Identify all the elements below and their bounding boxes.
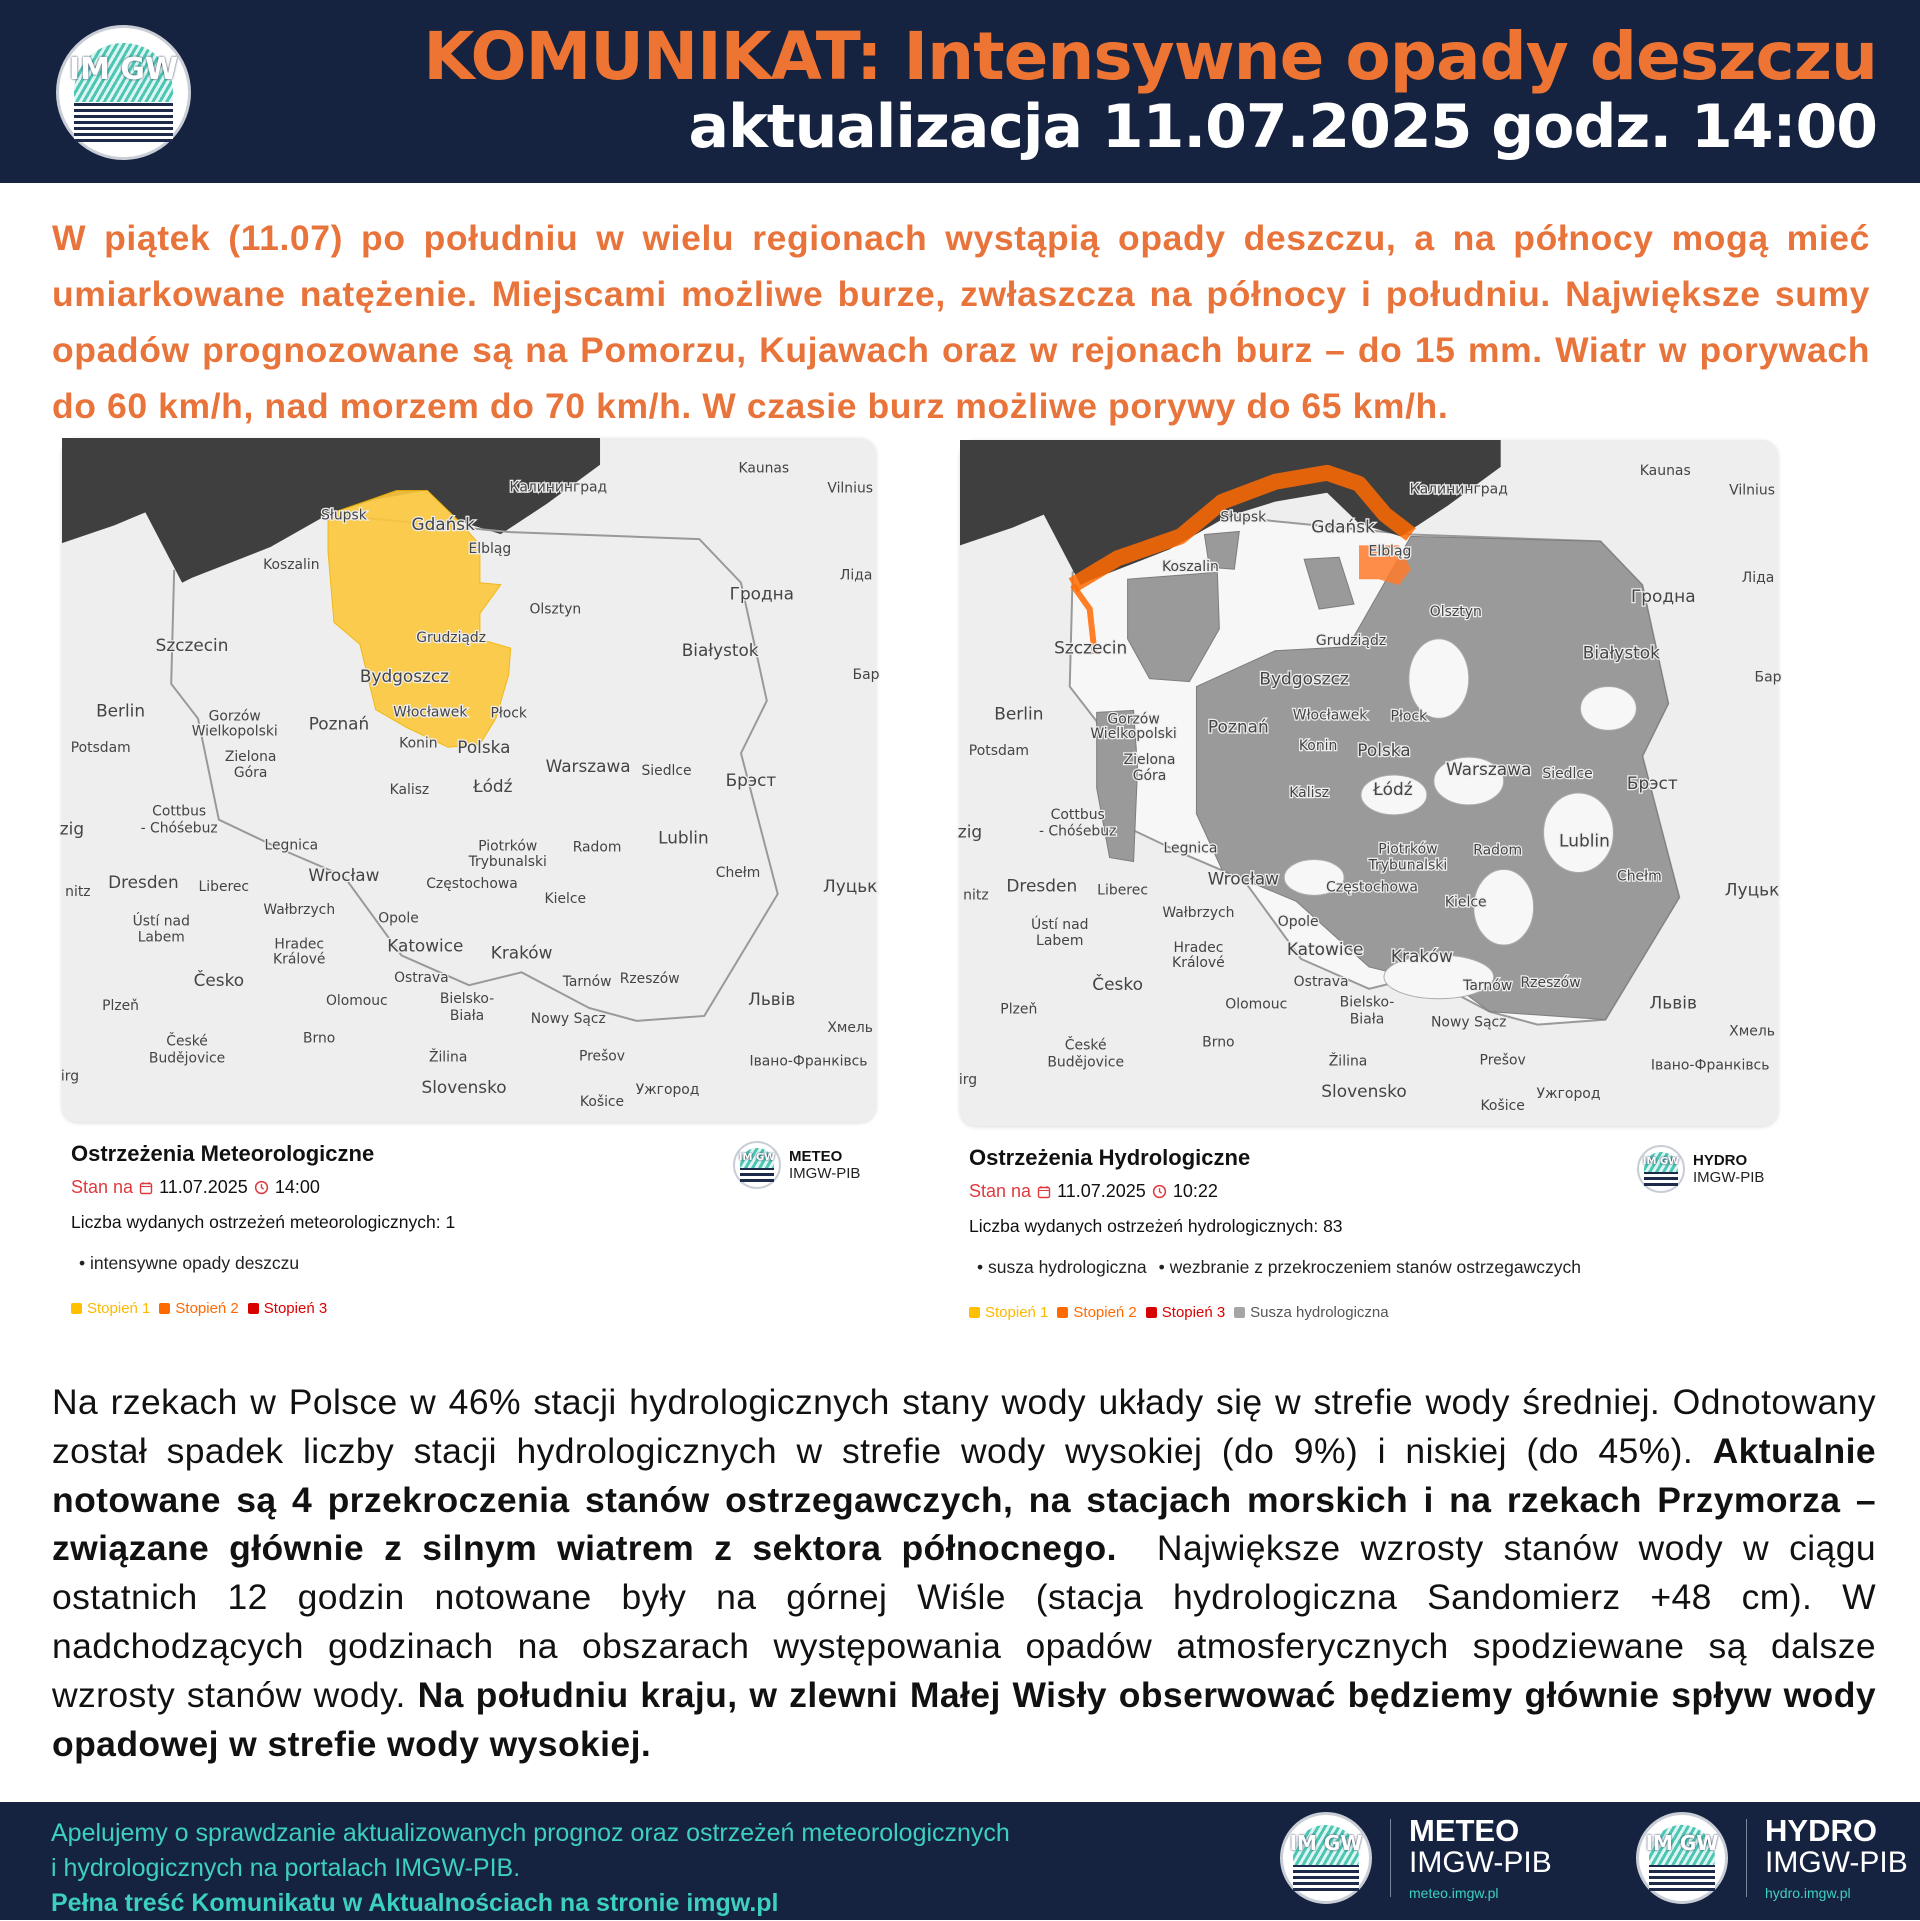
hydro-warning-map[interactable] [957,440,1782,1126]
city-label-plock: Płock [1390,708,1428,725]
city-label-koszalin: Koszalin [1162,559,1219,576]
city-label-slovensko: Slovensko [421,1077,507,1098]
imgw-logo: IM GW [56,25,191,160]
city-label-koszalin: Koszalin [263,556,320,573]
city-label-bielsko2: Biała [449,1007,485,1024]
city-label-zielona1: Zielona [224,749,277,766]
city-label-chelm: Chełm [715,865,761,882]
city-label-katowice: Katowice [387,935,464,956]
city-label-siedlce: Siedlce [641,763,692,780]
city-label-legnica: Legnica [1163,840,1218,857]
city-label-gdansk: Gdańsk [1311,516,1375,537]
forecast-summary: W piątek (11.07) po południu w wielu regionach wystąpią opady deszczu, a na północy mogą mieć umiarkowane natężenie. Miejscami możliwe burze, zwłaszcza na północy i południu. Największe sumy opadów prognozowane są na Pomorzu, Kujawach oraz w rejonach burz – do 15 mm. Wiatr w porywach do 60 km/h, nad morzem do 70 km/h. W czasie burz możliwe porywy do 65 km/h. [52,218,1870,426]
city-label-brest: Брэст [1626,772,1678,793]
city-label-plzen: Plzeň [1000,1001,1038,1018]
legend-susza: Susza hydrologiczna [1234,1304,1388,1321]
footer-hydro-brand[interactable]: IM GW HYDRO IMGW-PIB hydro.imgw.pl [1636,1812,1908,1904]
city-label-warszawa: Warszawa [1446,759,1532,780]
city-label-lublin: Lublin [658,827,709,848]
city-label-irg: irg [60,1068,80,1085]
city-label-lida: Лiда [1741,570,1775,587]
city-label-dresden: Dresden [1006,875,1078,896]
city-label-gorzow2: Wielkopolski [191,723,278,740]
city-label-lutsk: Луцьк [1724,879,1780,900]
footer-meteo-brand[interactable]: IM GW METEO IMGW-PIB meteo.imgw.pl [1280,1812,1552,1904]
city-label-irg: irg [958,1072,978,1089]
city-label-gdansk: Gdańsk [411,514,475,535]
city-label-cesko: Česko [1092,973,1143,994]
city-label-nowysacz: Nowy Sącz [1430,1014,1507,1031]
city-label-bar: Бар [852,666,880,683]
city-label-hradec1: Hradec [1173,940,1224,957]
city-label-plzen: Plzeň [102,997,140,1014]
city-label-kalisz: Kalisz [1289,784,1330,801]
hydro-brand: IM GW HYDRO IMGW-PIB [1637,1145,1764,1193]
city-label-czestochowa: Częstochowa [426,876,518,893]
city-label-ceske2: Budějovice [1047,1054,1125,1071]
city-label-lutsk: Луцьк [823,876,878,897]
imgw-logo: IM GW [1280,1812,1372,1904]
imgw-logo: IM GW [1636,1812,1728,1904]
city-label-wroclaw: Wrocław [308,865,380,886]
city-label-lodz: Łódź [473,775,513,796]
city-label-liberec: Liberec [198,879,250,896]
city-label-szczecin: Szczecin [155,635,229,656]
city-label-hradec1: Hradec [274,936,325,953]
city-label-brno: Brno [1202,1034,1235,1051]
meteo-legend [71,1300,871,1317]
city-label-krakow: Kraków [490,942,553,963]
city-label-rzeszow: Rzeszów [619,971,680,988]
no-warning-area [1580,687,1636,731]
bullet-item: • intensywne opady deszczu [79,1253,300,1273]
city-label-ivano: Івано-Франківсь [749,1053,868,1070]
city-label-khmel: Хмель [827,1019,873,1036]
city-label-hradec2: Králové [1172,954,1225,971]
city-label-walbrzych: Wałbrzych [1162,905,1235,922]
city-label-olsztyn: Olsztyn [1429,603,1482,620]
city-label-wloclawek: Włocławek [393,704,468,721]
city-label-chelm: Chełm [1616,868,1662,885]
city-label-ivano: Івано-Франківсь [1650,1057,1770,1074]
legend-stopien-1: Stopień 1 [71,1300,150,1317]
city-label-brno: Brno [302,1030,336,1047]
city-label-presov: Prešov [579,1048,626,1065]
city-label-uzhhorod: Ужгород [635,1082,700,1099]
city-label-opole: Opole [378,910,419,927]
city-label-kalisz: Kalisz [389,781,430,798]
city-label-piotrkow1: Piotrków [478,838,538,855]
meteo-warning-count: Liczba wydanych ostrzeżeń meteorologicznych: 1 [71,1212,456,1232]
city-label-ceske2: Budějovice [148,1050,226,1067]
city-label-cottbus1: Cottbus [1050,806,1105,823]
city-label-radom: Radom [1473,842,1523,859]
city-label-szczecin: Szczecin [1054,637,1128,658]
city-label-krakow: Kraków [1390,945,1453,966]
hydro-time: 10:22 [1172,1181,1218,1201]
city-label-konin: Konin [399,735,438,752]
city-label-olsztyn: Olsztyn [529,601,582,618]
city-label-usti1: Ústí nad [132,913,190,930]
city-label-grodna: Гродна [1630,586,1696,607]
city-label-hradec2: Králové [273,951,326,968]
hydrology-description: Na rzekach w Polsce w 46% stacji hydrologicznych stany wody układy się w strefie wody średniej. Odnotowany został spadek liczby stacji hydrologicznych w strefie wody wysokiej (do 9%) i niskiej (do 45%). Aktualnie notowane są 4 przekroczenia stanów ostrzegawczych, na stacjach morskich i na rzekach Przymorza – związane głównie z silnym wiatrem z sektora północnego. Największe wzrosty stanów wody w ciągu ostatnich 12 godzin notowane były na górnej Wiśle (stacja hydrologiczna Sandomierz +48 cm). W nadchodzących godzinach na obszarach występowania opadów atmosferycznych spodziewane są dalsze wzrosty stanów wody. Na południu kraju, w zlewni Małej Wisły obserwować będziemy głównie spływ wody opadowej w strefie wody wysokiej. [52,1382,1887,1764]
city-label-poznan: Poznań [308,713,370,734]
city-label-ostrava: Ostrava [394,970,449,987]
city-label-wloclawek: Włocławek [1292,707,1368,724]
footer-appeal-line2: i hydrologicznych na portalach IMGW-PIB. [51,1854,521,1882]
city-label-grodna: Гродна [729,583,795,604]
city-label-konin: Konin [1298,738,1338,755]
stan-na-label: Stan na [969,1181,1032,1201]
city-label-kaunas: Kaunas [1639,462,1691,479]
city-label-zielona2: Góra [233,765,268,782]
city-label-zig: zig [957,821,983,842]
city-label-berlin: Berlin [994,703,1044,724]
hydro-date: 11.07.2025 [1057,1181,1146,1201]
city-label-liberec: Liberec [1097,882,1149,899]
city-label-lida: Лiда [839,567,873,584]
city-label-slupsk: Słupsk [1220,509,1267,526]
legend-stopien-3: Stopień 3 [1146,1304,1225,1321]
city-label-poznan: Poznań [1207,716,1269,737]
city-label-kaliningrad: Калининград [1409,481,1508,498]
legend-stopien-1: Stopień 1 [969,1304,1048,1321]
city-label-walbrzych: Wałbrzych [263,901,336,918]
city-label-khmel: Хмель [1729,1023,1775,1040]
city-label-olomouc: Olomouc [1225,996,1288,1013]
city-label-gorzow1: Gorzów [1107,711,1160,728]
hydro-panel-title: Ostrzeżenia Hydrologiczne [969,1145,1251,1170]
city-label-tarnow: Tarnów [1463,977,1513,994]
city-label-piotrkow1: Piotrków [1378,841,1438,858]
city-label-usti2: Labem [1036,933,1084,950]
city-label-kosice: Košice [1480,1098,1525,1115]
update-timestamp: aktualizacja 11.07.2025 godz. 14:00 [688,92,1877,162]
meteo-warning-map[interactable] [59,438,880,1122]
city-label-zielona1: Zielona [1123,752,1176,769]
city-label-gorzow2: Wielkopolski [1090,726,1177,743]
city-label-bydgoszcz: Bydgoszcz [359,665,450,686]
city-label-katowice: Katowice [1286,939,1364,959]
calendar-icon [139,1181,153,1195]
clock-icon [1152,1184,1167,1199]
city-label-ceske1: České [166,1033,208,1050]
city-label-cottbus2: - Chóśebuz [140,820,218,837]
city-label-vilnius: Vilnius [827,480,873,497]
city-label-zielona2: Góra [1132,768,1167,785]
meteo-panel-title: Ostrzeżenia Meteorologiczne [71,1141,375,1166]
city-label-nitz: nitz [65,883,91,900]
city-label-plock: Płock [490,705,527,722]
city-label-lviv: Львів [1649,992,1697,1013]
page-title: KOMUNIKAT: Intensywne opady deszczu [423,18,1877,95]
city-label-cottbus2: - Chóśebuz [1038,823,1117,840]
city-label-piotrkow2: Trybunalski [1368,857,1448,874]
city-label-kielce: Kielce [544,890,587,907]
meteo-date: 11.07.2025 [159,1177,248,1197]
city-label-nowysacz: Nowy Sącz [530,1010,606,1027]
city-label-potsdam: Potsdam [70,740,131,757]
city-label-bielsko1: Bielsko- [1339,994,1395,1011]
city-label-brest: Брэст [725,769,777,790]
city-label-gorzow1: Gorzów [208,708,261,725]
city-label-cesko: Česko [193,970,245,991]
city-label-lviv: Львів [748,989,796,1010]
city-label-rzeszow: Rzeszów [1520,974,1581,991]
city-label-bydgoszcz: Bydgoszcz [1259,668,1349,689]
legend-stopien-3: Stopień 3 [248,1300,327,1317]
city-label-bielsko2: Biała [1349,1011,1385,1028]
calendar-icon [1037,1185,1051,1199]
stan-na-label: Stan na [71,1177,134,1197]
city-label-cottbus1: Cottbus [152,803,207,820]
city-label-bar: Бар [1754,669,1782,686]
city-label-polska: Polska [1357,740,1411,761]
city-label-tarnow: Tarnów [562,974,612,991]
city-label-kosice: Košice [579,1094,625,1111]
city-label-presov: Prešov [1479,1052,1526,1069]
no-warning-area [1409,639,1469,719]
city-label-zilina: Žilina [1328,1053,1368,1070]
city-label-siedlce: Siedlce [1542,766,1593,783]
city-label-elblag: Elbląg [1368,543,1412,560]
hydro-warning-count: Liczba wydanych ostrzeżeń hydrologicznych: 83 [969,1216,1343,1236]
city-label-grudziadz: Grudziądz [416,630,487,647]
city-label-bialystok: Białystok [681,640,759,661]
city-label-czestochowa: Częstochowa [1325,879,1418,896]
city-label-nitz: nitz [963,887,989,904]
footer [0,1802,1920,1920]
bullet-item: • susza hydrologiczna [977,1257,1147,1277]
bullet-item: • wezbranie z przekroczeniem stanów ostrzegawczych [1158,1257,1581,1277]
city-label-zilina: Žilina [428,1049,468,1066]
city-label-piotrkow2: Trybunalski [468,854,547,871]
city-label-wroclaw: Wrocław [1207,868,1279,889]
clock-icon [254,1180,269,1195]
city-label-zig: zig [59,818,85,839]
city-label-lodz: Łódź [1373,778,1413,799]
city-label-bielsko1: Bielsko- [439,991,495,1008]
footer-link-imgw[interactable]: Pełna treść Komunikatu w Aktualnościach na stronie imgw.pl [51,1889,779,1917]
city-label-uzhhorod: Ужгород [1536,1086,1601,1103]
city-label-berlin: Berlin [96,700,146,721]
city-label-ostrava: Ostrava [1293,973,1349,990]
city-label-ceske1: České [1064,1037,1107,1054]
city-label-vilnius: Vilnius [1729,482,1775,499]
header [0,0,1920,183]
city-label-polska: Polska [457,737,511,758]
city-label-slovensko: Slovensko [1321,1081,1407,1102]
city-label-kaliningrad: Калининград [509,479,608,496]
footer-appeal-line1: Apelujemy o sprawdzanie aktualizowanych prognoz oraz ostrzeżeń meteorologicznych [51,1819,1010,1847]
city-label-lublin: Lublin [1559,830,1610,851]
meteo-brand: IM GW METEO IMGW-PIB [733,1141,860,1189]
city-label-slupsk: Słupsk [321,507,367,524]
city-label-usti1: Ústí nad [1030,917,1089,934]
city-label-legnica: Legnica [264,837,319,854]
legend-stopien-2: Stopień 2 [159,1300,238,1317]
city-label-usti2: Labem [137,929,185,946]
city-label-kielce: Kielce [1444,894,1487,911]
city-label-bialystok: Białystok [1582,642,1661,663]
meteo-time: 14:00 [274,1177,320,1197]
city-label-elblag: Elbląg [468,540,512,557]
city-label-radom: Radom [572,839,622,856]
city-label-potsdam: Potsdam [968,743,1030,760]
hydro-legend [969,1304,1769,1321]
city-label-olomouc: Olomouc [325,993,388,1010]
city-label-dresden: Dresden [108,872,179,893]
city-label-grudziadz: Grudziądz [1315,632,1387,649]
city-label-opole: Opole [1277,914,1319,931]
city-label-warszawa: Warszawa [545,756,631,777]
legend-stopien-2: Stopień 2 [1057,1304,1136,1321]
city-label-kaunas: Kaunas [738,460,790,477]
